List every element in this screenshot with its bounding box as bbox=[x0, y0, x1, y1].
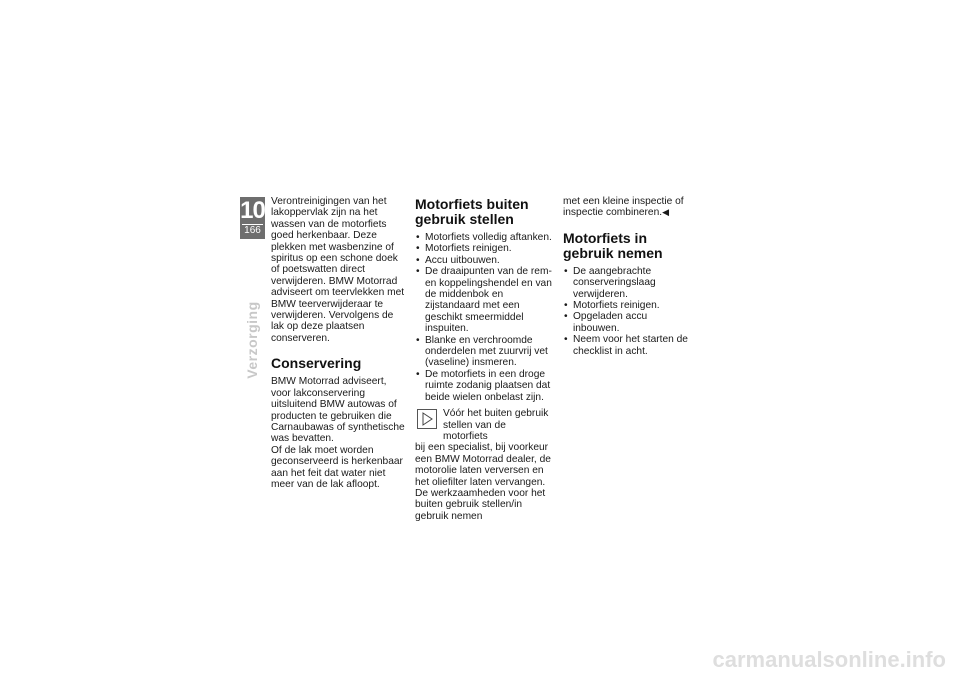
list-item: • De aangebrachte conserveringslaag verwijderen. bbox=[563, 266, 691, 300]
heading-conservering: Conservering bbox=[271, 355, 362, 372]
list-item: • Motorfiets volledig aftanken. bbox=[415, 232, 553, 243]
list-item: • De draaipunten van de remen koppelingshendel en van de middenbok en zijstandaard met een geschikt smeermiddel inspuiten. bbox=[415, 266, 553, 334]
intro-paragraph: Verontreinigingen van het lakoppervlak zijn na het wassen van de motorfiets goed herkenbaar. Deze plekken met wasbenzine of spiritus op een schone doek of poetswatten direct verwijderen. BMW Motorrad adviseert om teervlekken met BMW teerverwijderaar te verwijderen. Vervolgens de lak op deze plaatsen conserveren. bbox=[271, 196, 405, 344]
section-title-text: Verzorging bbox=[244, 301, 260, 379]
end-of-section-icon: ◀ bbox=[662, 207, 670, 218]
tip-note bbox=[415, 408, 553, 442]
section-side-title bbox=[240, 301, 265, 379]
storage-steps-list bbox=[415, 232, 553, 403]
list-item: • Neem voor het starten de checklist in acht. bbox=[563, 334, 691, 357]
list-item: • Motorfiets reinigen. bbox=[415, 243, 553, 254]
tip-note-heading: Vóór het buiten gebruik stellen van de motorfiets bbox=[443, 408, 549, 442]
chapter-tab bbox=[240, 197, 265, 239]
list-item: • De motorfiets in een droge ruimte zodanig plaatsen dat beide wielen onbelast zijn. bbox=[415, 369, 553, 403]
column-2 bbox=[415, 196, 553, 522]
page-number: 166 bbox=[242, 224, 263, 237]
list-item: • Accu uitbouwen. bbox=[415, 255, 553, 266]
play-triangle-icon bbox=[417, 409, 437, 429]
conservering-paragraph-2: Of de lak moet worden geconserveerd is herkenbaar aan het feit dat water niet meer van de lak afloopt. bbox=[271, 444, 403, 490]
list-item: • Opgeladen accu inbouwen. bbox=[563, 311, 691, 334]
continued-text: met een kleine inspectie of inspectie combineren. bbox=[563, 196, 684, 219]
heading-in-gebruik: Motorfiets in gebruik nemen bbox=[563, 229, 663, 261]
column-3 bbox=[563, 196, 691, 357]
heading-buiten-gebruik: Motorfiets buiten gebruik stellen bbox=[415, 196, 529, 227]
footer-watermark: carmanualsonline.info bbox=[712, 647, 946, 672]
column-1 bbox=[271, 196, 407, 490]
recommission-steps-list bbox=[563, 266, 691, 357]
list-item: • Motorfiets reinigen. bbox=[563, 300, 691, 311]
conservering-paragraph-1: BMW Motorrad adviseert, voor lakconservering uitsluitend BMW autowas of producten te gebruiken die Carnaubawas of synthetische was bevatten. bbox=[271, 376, 405, 445]
continued-paragraph bbox=[563, 196, 691, 219]
tip-note-body: bij een specialist, bij voorkeur een BMW Motorrad dealer, de motorolie laten verversen en het oliefilter laten vervangen. De werkzaamheden voor het buiten gebruik stellen/in gebruik nemen bbox=[415, 442, 551, 522]
list-item: • Blanke en verchroomde onderdelen met zuurvrij vet (vaseline) insmeren. bbox=[415, 335, 553, 369]
chapter-number: 10 bbox=[240, 197, 265, 224]
